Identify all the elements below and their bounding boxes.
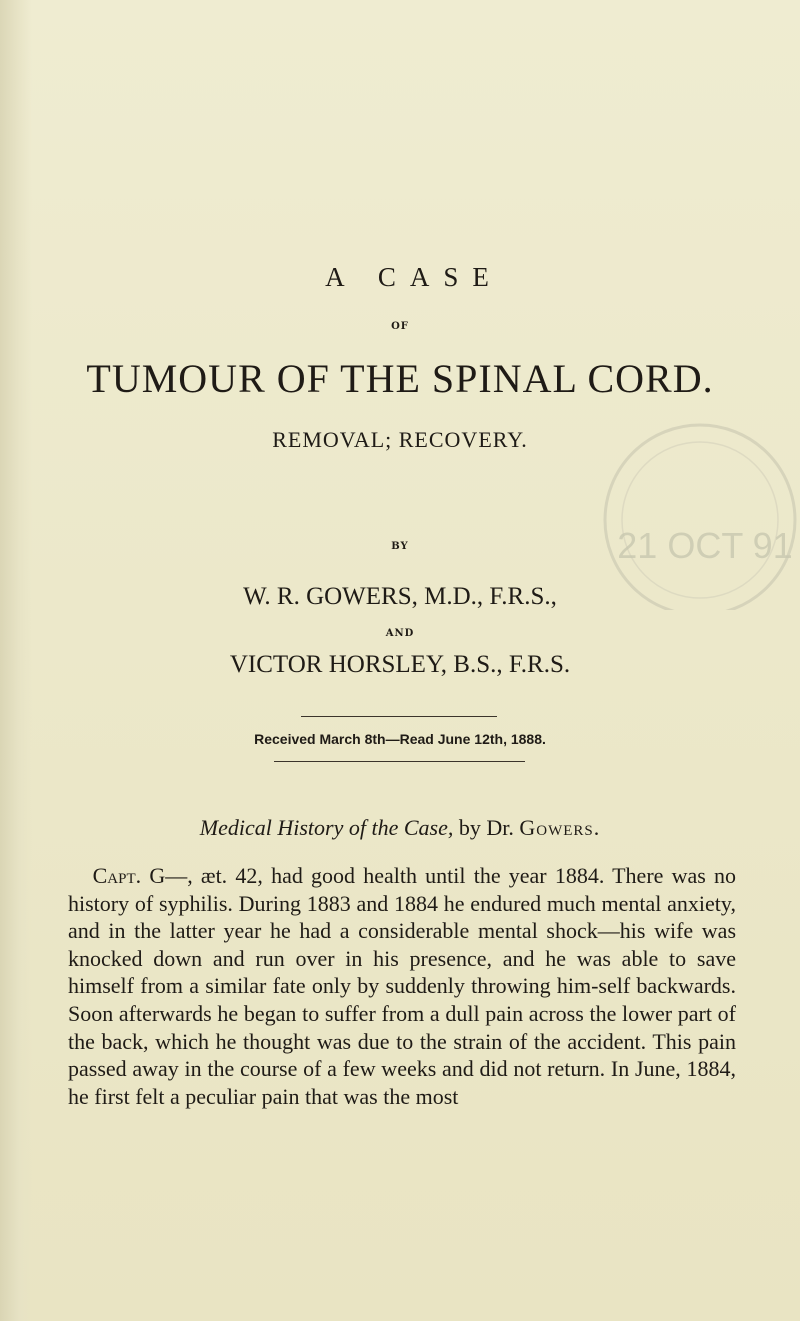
received-date: Received March 8th—Read June 12th, 1888. [254, 731, 546, 747]
subtitle: REMOVAL; RECOVERY. [272, 427, 528, 452]
author-gowers: W. R. GOWERS, M.D., F.R.S., [243, 583, 557, 610]
title-line-a-case: A CASE [325, 262, 503, 292]
divider-top [301, 716, 497, 717]
divider-bottom [274, 761, 525, 762]
author-horsley: VICTOR HORSLEY, B.S., F.R.S. [229, 651, 571, 678]
page-title: TUMOUR OF THE SPINAL CORD. [86, 356, 714, 401]
byline-and: AND [385, 628, 415, 639]
section-heading-author: Gowers. [519, 815, 601, 840]
body-lead: Capt. [92, 863, 142, 888]
section-heading-title: Medical History of the Case, [199, 815, 454, 840]
stamp-date: 21 OCT 91 [617, 525, 793, 566]
section-heading [0, 815, 800, 841]
byline-by: BY [391, 541, 409, 552]
body-paragraph [68, 862, 736, 1110]
title-of: OF [391, 321, 409, 332]
library-stamp [585, 380, 800, 610]
section-heading-by: by Dr. [458, 815, 514, 840]
body-text: G—, æt. 42, had good health until the year 1884. There was no history of syphilis. During 1883 and 1884 he endured much mental anxiety, and in the latter year he had a considerable mental shock—his wife was knocked down and run over in his presence, and he was able to save himself from a similar fate only by suddenly throwing him-self backwards. Soon afterwards he began to suffer from a dull pain across the lower part of the back, which he thought was due to the strain of the accident. This pain passed away in the course of a few weeks and did not return. In June, 1884, he first felt a peculiar pain that was the most [68, 863, 737, 1109]
